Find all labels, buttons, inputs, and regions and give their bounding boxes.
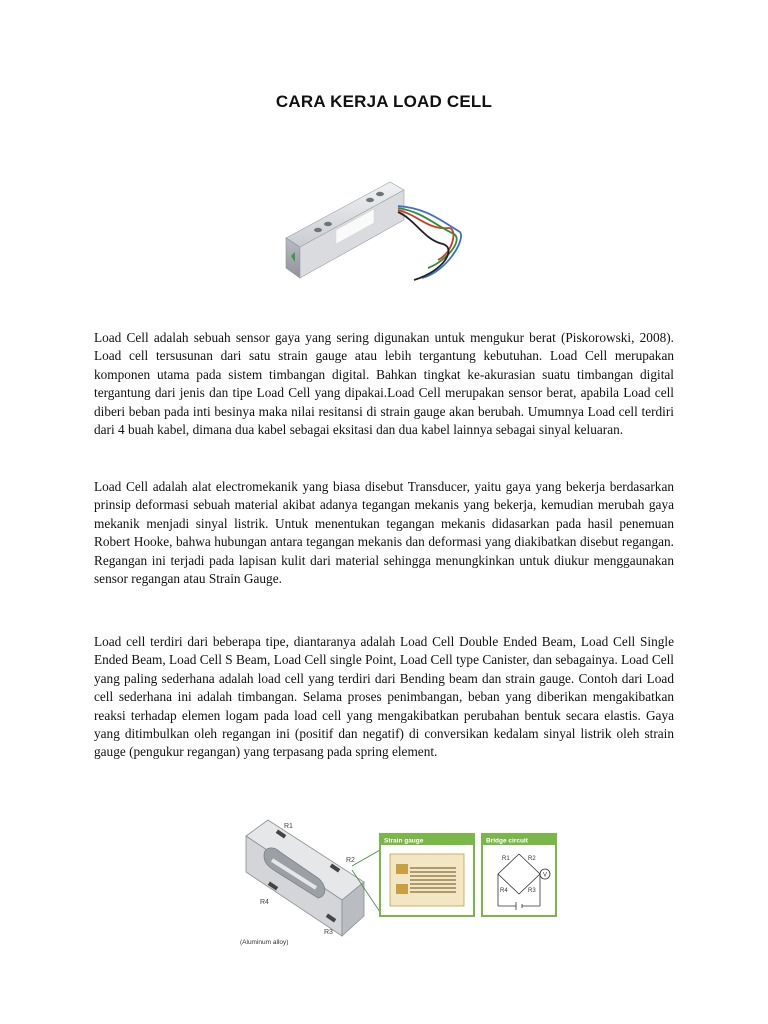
label-material: (Aluminum alloy) <box>240 939 289 946</box>
page-title: CARA KERJA LOAD CELL <box>275 92 493 111</box>
bridge-r3: R3 <box>528 888 536 894</box>
load-cell-diagram <box>234 812 564 952</box>
bridge-r2: R2 <box>528 856 536 862</box>
meter-label: V <box>543 872 548 879</box>
bridge-circuit-heading: Bridge circuit <box>486 837 528 845</box>
label-r3: R3 <box>324 929 333 936</box>
load-cell-photo <box>278 160 468 310</box>
paragraph-2: Load Cell adalah alat electromekanik yang biasa disebut Transducer, yaitu gaya yang bekerja berdasarkan prinsip deformasi sebuah material akibat adanya tegangan mekanis yang bekerja, kemudian merubah gaya mekanik menjadi sinyal listrik. Untuk menentukan tegangan mekanis didasarkan pada hasil penemuan Robert Hooke, bahwa hubungan antara tegangan mekanis dan deformasi yang diakibatkan disebut regangan. Regangan ini terjadi pada lapisan kulit dari material sehingga menungkinkan untuk diukur menggaunakan sensor regangan atau Strain Gauge. <box>94 479 674 587</box>
label-r2: R2 <box>346 857 355 864</box>
strain-gauge-heading: Strain gauge <box>384 837 424 845</box>
label-r1: R1 <box>284 823 293 830</box>
bridge-r1: R1 <box>502 856 510 862</box>
paragraph-3: Load cell terdiri dari beberapa tipe, diantaranya adalah Load Cell Double Ended Beam, Load Cell Single Ended Beam, Load Cell S Beam, Load Cell single Point, Load Cell type Canister, dan sebagainya. Load Cell yang paling sederhana adalah load cell yang terdiri dari Bending beam dan strain gauge. Contoh dari Load cell sederhana ini adalah timbangan. Selama proses penimbangan, beban yang diberikan mengakibatkan reaksi terhadap elemen logam pada load cell yang mengakibatkan perubahan bentuk secara elastis. Gaya yang ditimbulkan oleh regangan ini (positif dan negatif) di conversikan kedalam sinyal listrik oleh strain gauge (pengukur regangan) yang terpasang pada spring element. <box>94 634 674 760</box>
label-r4: R4 <box>260 899 269 906</box>
paragraph-1: Load Cell adalah sebuah sensor gaya yang sering digunakan untuk mengukur berat (Piskorowski, 2008). Load cell tersusunan dari satu strain gauge atau lebih tergantung kebutuhan. Load Cell merupakan komponen utama pada sistem timbangan digital. Bahkan tingkat ke-akurasian suatu timbangan digital tergantung dari jenis dan tipe Load Cell yang dipakai.Load Cell merupakan sensor berat, apabila Load cell diberi beban pada inti besinya maka nilai resitansi di strain gauge akan berubah. Umumnya Load cell terdiri dari 4 buah kabel, dimana dua kabel sebagai eksitasi dan dua kabel lainnya sebagai sinyal keluaran. <box>94 330 674 438</box>
bridge-r4: R4 <box>500 888 508 894</box>
